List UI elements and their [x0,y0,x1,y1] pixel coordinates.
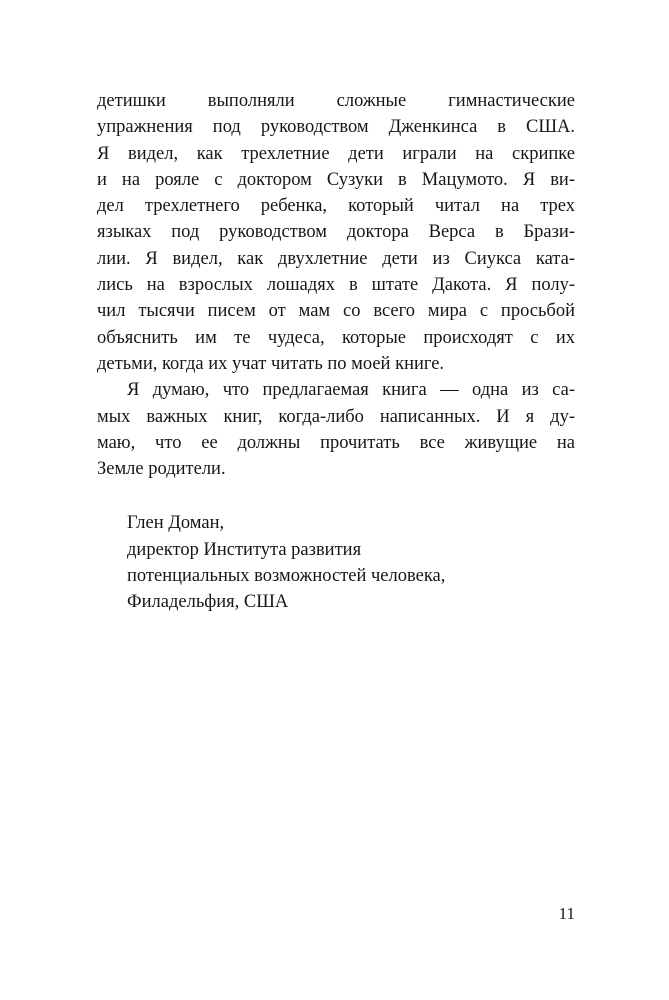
text-line: маю, что ее должны прочитать все живущие на [97,432,575,453]
text-line: детьми, когда их учат читать по моей книге. [97,353,445,374]
text-line: языках под руководством доктора Верса в Брази- [97,222,575,243]
text-line: мых важных книг, когда-либо написанных. И я ду- [97,406,575,427]
paragraph-closing [97,377,575,482]
text-line: чил тысячи писем от мам со всего мира с просьбой [97,301,575,322]
text-line: и на рояле с доктором Сузуки в Мацумото. Я ви- [97,169,575,190]
signature-line: директор Института развития [127,539,362,560]
signature-line: Глен Доман, [127,513,225,534]
paragraph-continuation [97,88,575,377]
text-line: Земле родители. [97,459,226,480]
signature-line: Филадельфия, США [127,592,289,613]
signature-line: потенциальных возможностей человека, [127,566,446,587]
text-line: дел трехлетнего ребенка, который читал на трех [97,196,575,217]
text-line: Я думаю, что предлагаемая книга — одна из са- [127,380,575,401]
text-line: объяснить им те чудеса, которые происходят с их [97,327,575,348]
text-line: Я видел, как трехлетние дети играли на скрипке [97,143,575,164]
text-line: лии. Я видел, как двухлетние дети из Сиукса ката- [97,248,575,269]
text-line: лись на взрослых лошадях в штате Дакота. Я полу- [97,275,575,296]
page-number: 11 [558,904,575,923]
text-line: упражнения под руководством Дженкинса в США. [97,117,575,138]
signature-block [127,510,575,615]
text-line: детишки выполняли сложные гимнастические [97,91,575,111]
text-block [97,88,575,616]
